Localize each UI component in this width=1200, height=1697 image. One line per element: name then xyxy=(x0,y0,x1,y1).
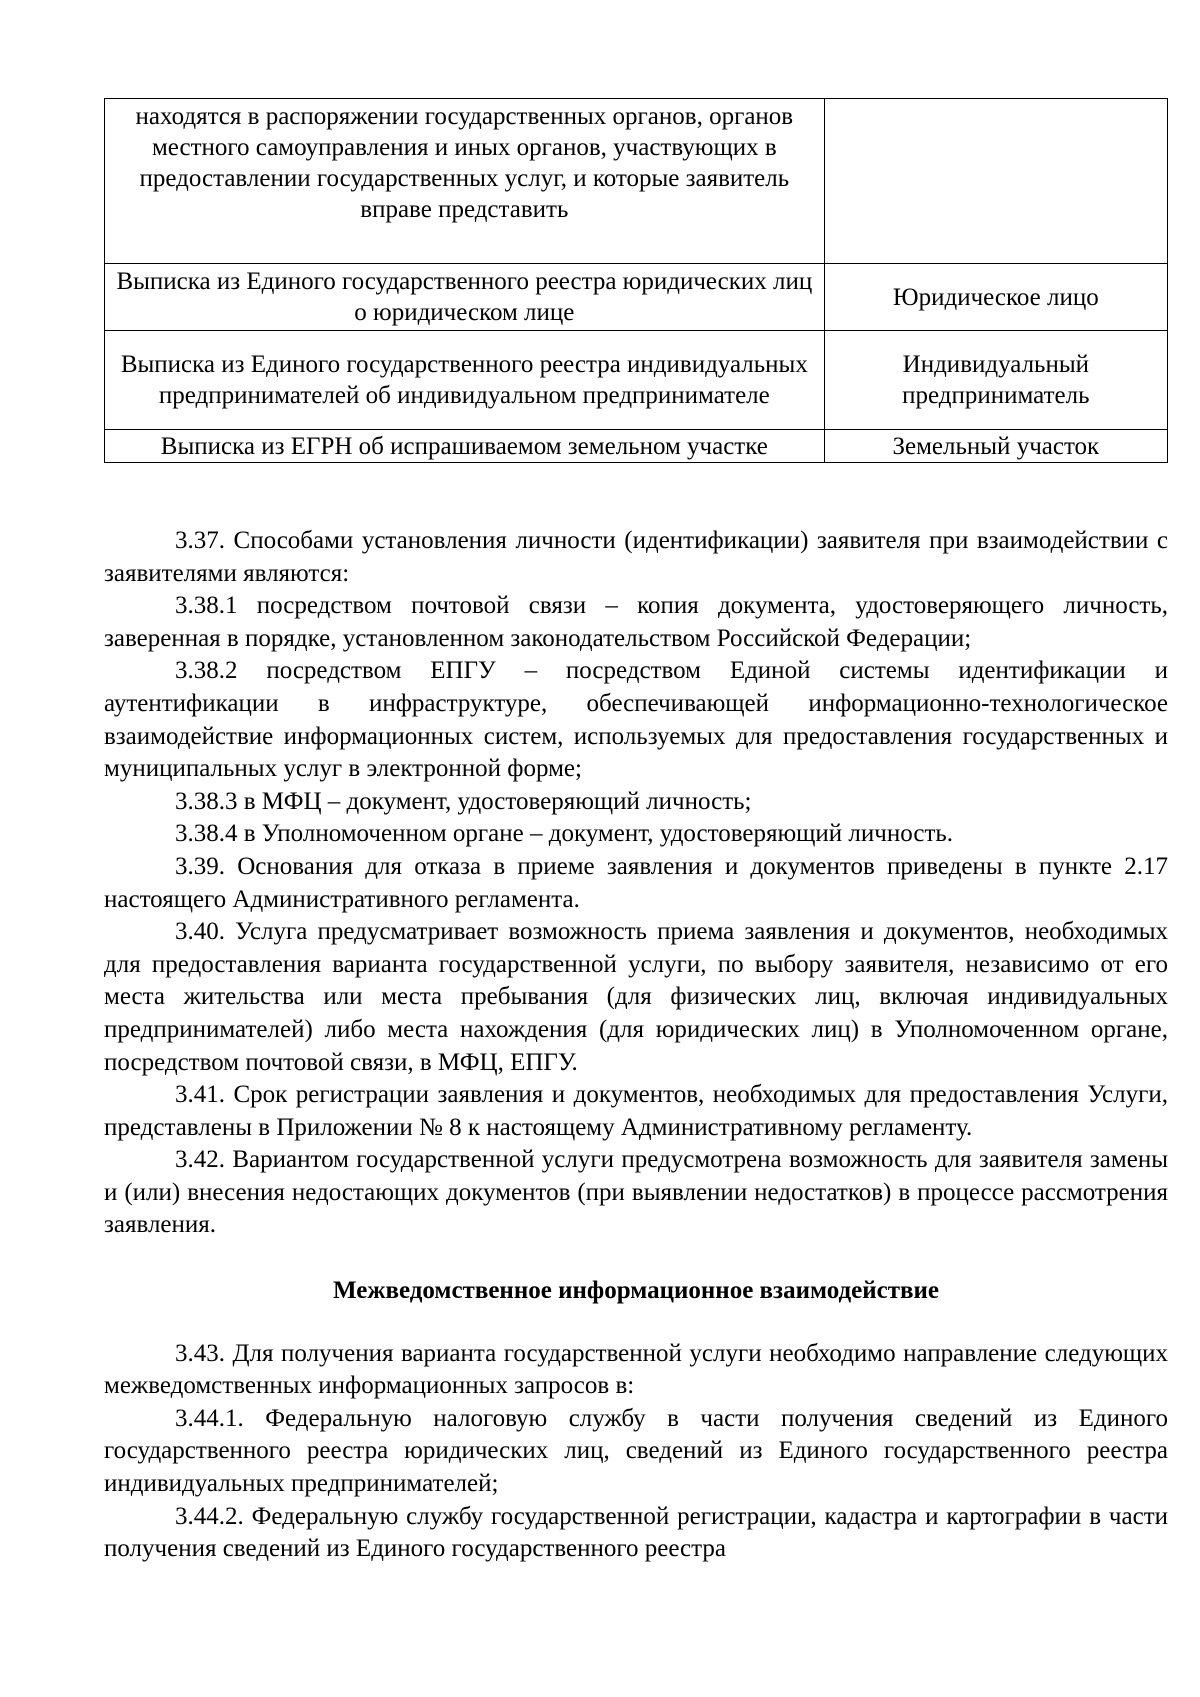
table-cell-applicant: Земельный участок xyxy=(824,430,1167,463)
table-row xyxy=(105,99,1168,264)
paragraph-3-44-2: 3.44.2. Федеральную службу государственной регистрации, кадастра и картографии в части получения сведений из Единого государственного реестра xyxy=(104,1502,1168,1563)
paragraph-3-39: 3.39. Основания для отказа в приеме заявления и документов приведены в пункте 2.17 настоящего Административного регламента. xyxy=(104,852,1168,913)
paragraph-3-44-1: 3.44.1. Федеральную налоговую службу в части получения сведений из Единого государственного реестра юридических лиц, сведений из Единого государственного реестра индивидуальных предпринимателей; xyxy=(104,1404,1168,1498)
documents-table xyxy=(104,98,1168,463)
paragraph-3-40: 3.40. Услуга предусматривает возможность приема заявления и документов, необходимых для предоставления варианта государственной услуги, по выбору заявителя, независимо от его места жительства или места пребывания (для физических лиц, включая индивидуальных предпринимателей) либо места нахождения (для юридических лиц) в Уполномоченном органе, посредством почтовой связи, в МФЦ, ЕПГУ. xyxy=(104,918,1168,1076)
table-row xyxy=(105,430,1168,463)
table-cell-document: Выписка из ЕГРН об испрашиваемом земельном участке xyxy=(105,430,825,463)
table-cell-document: находятся в распоряжении государственных органов, органов местного самоуправления и иных органов, участвующих в предоставлении государственных услуг, и которые заявитель вправе представить xyxy=(105,99,825,264)
body-text xyxy=(104,525,1168,1566)
paragraph-3-43: 3.43. Для получения варианта государственной услуги необходимо направление следующих межведомственных информационных запросов в: xyxy=(104,1339,1168,1400)
section-heading: Межведомственное информационное взаимодействие xyxy=(333,1277,939,1305)
paragraph-3-38-3: 3.38.3 в МФЦ – документ, удостоверяющий личность; xyxy=(175,787,752,815)
table-cell-document: Выписка из Единого государственного реестра индивидуальных предпринимателей об индивидуальном предпринимателе xyxy=(105,331,825,430)
paragraph-3-42: 3.42. Вариантом государственной услуги предусмотрена возможность для заявителя замены и (или) внесения недостающих документов (при выявлении недостатков) в процессе рассмотрения заявления. xyxy=(104,1146,1168,1239)
table-row xyxy=(105,331,1168,430)
paragraph-3-41: 3.41. Срок регистрации заявления и документов, необходимых для предоставления Услуги, представлены в Приложении № 8 к настоящему Административному регламенту. xyxy=(104,1081,1168,1141)
paragraph-3-38-2: 3.38.2 посредством ЕПГУ – посредством Единой системы идентификации и аутентификации в инфраструктуре, обеспечивающей информационно-технологическое взаимодействие информационных систем, используемых для предоставления государственных и муниципальных услуг в электронной форме; xyxy=(104,657,1168,783)
table-cell-applicant xyxy=(824,99,1167,264)
table-cell-document: Выписка из Единого государственного реестра юридических лиц о юридическом лице xyxy=(105,264,825,331)
table-cell-applicant: Юридическое лицо xyxy=(824,264,1167,331)
paragraph-3-38-4: 3.38.4 в Уполномоченном органе – документ, удостоверяющий личность. xyxy=(175,820,954,848)
table-row xyxy=(105,264,1168,331)
paragraph-3-38-1: 3.38.1 посредством почтовой связи – копия документа, удостоверяющего личность, заверенная в порядке, установленном законодательством Российской Федерации; xyxy=(104,592,1168,652)
table-cell-applicant: Индивидуальный предприниматель xyxy=(824,331,1167,430)
paragraph-3-37: 3.37. Способами установления личности (идентификации) заявителя при взаимодействии с заявителями являются: xyxy=(104,527,1168,587)
